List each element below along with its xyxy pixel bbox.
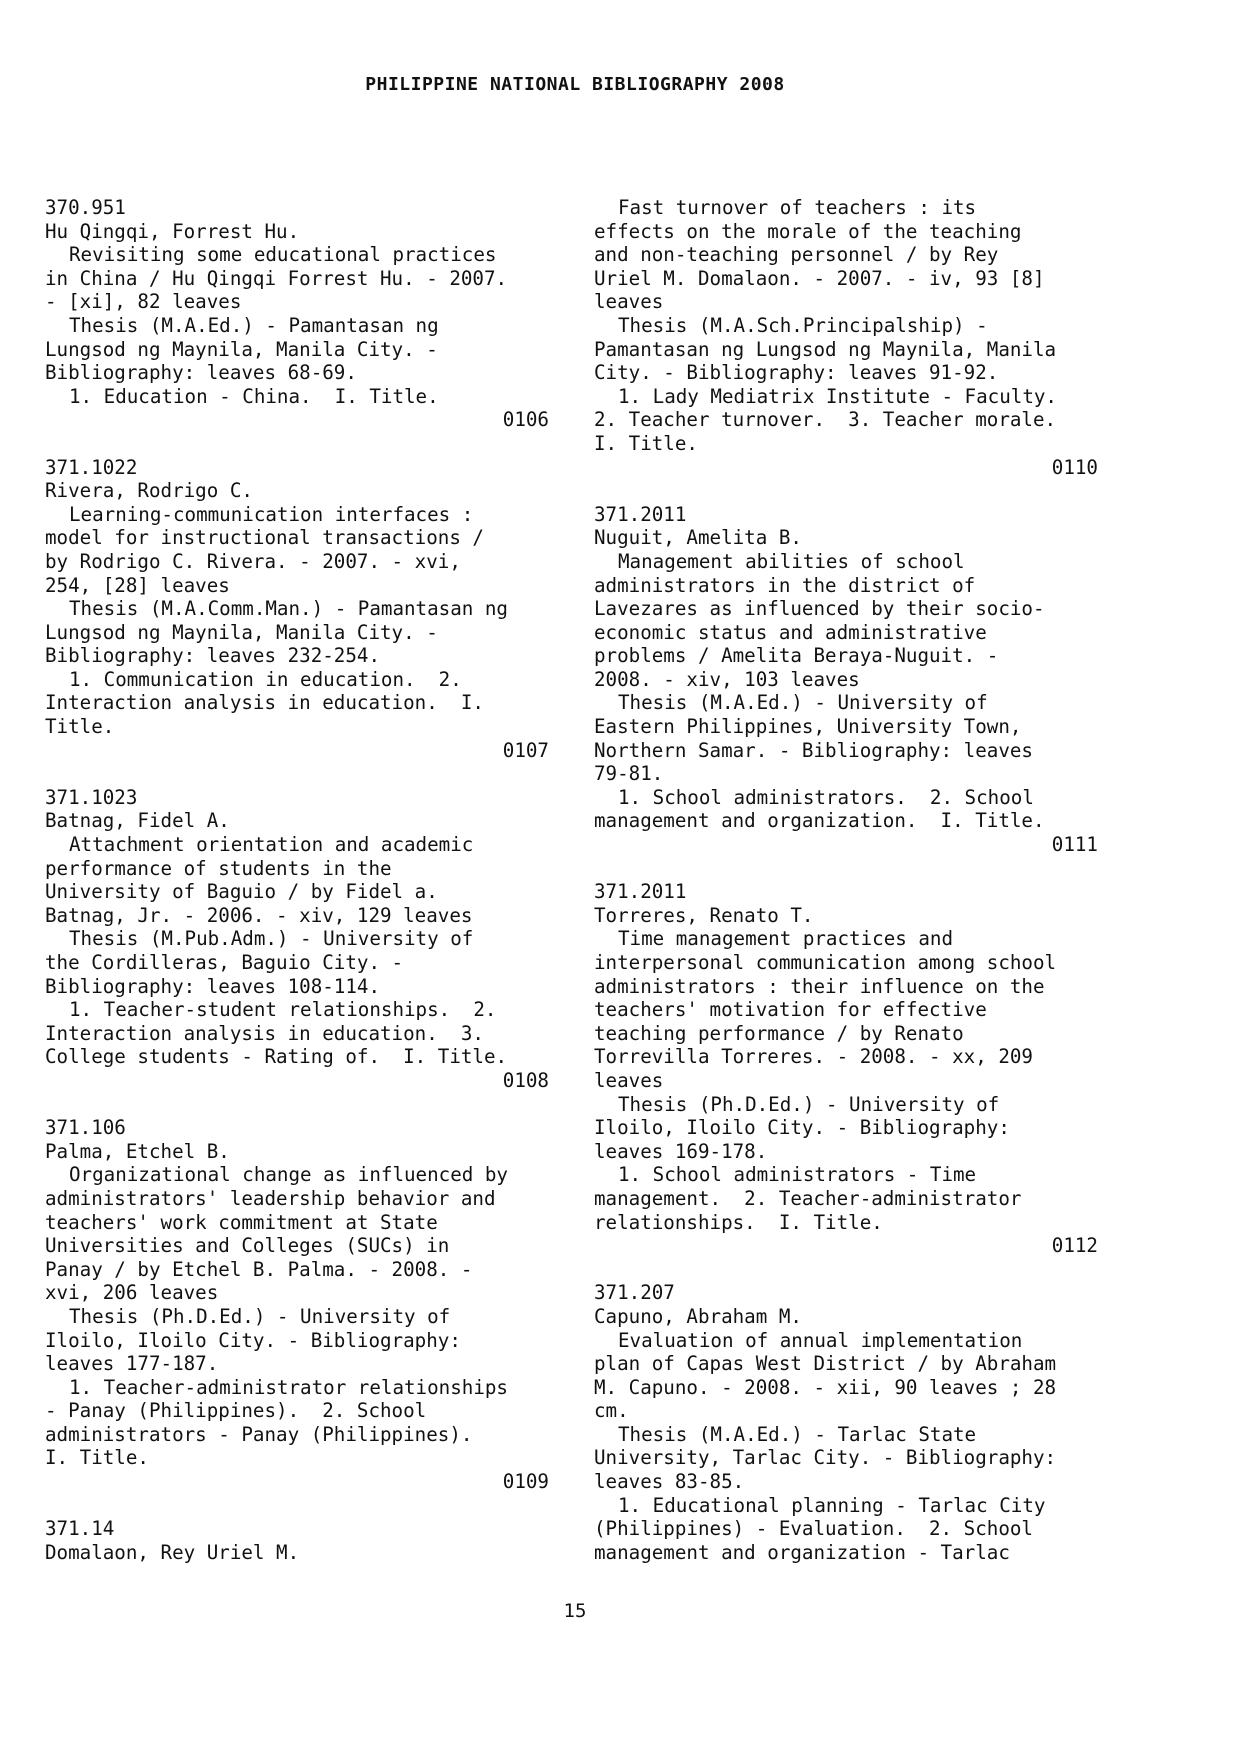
entry-line: 1. School administrators - Time: [618, 1163, 977, 1187]
entry-line: administrators - Panay (Philippines).: [45, 1422, 473, 1446]
entry-line: leaves 169-178.: [594, 1139, 768, 1163]
entry-line: 1. Communication in education. 2.: [69, 667, 462, 691]
entry-line: 1. Teacher-student relationships. 2.: [69, 998, 497, 1022]
entry-line: Bibliography: leaves 232-254.: [45, 644, 381, 668]
entry-line: 371.2011: [594, 880, 687, 904]
entry-number: 0108: [502, 1068, 549, 1092]
entry-line: Northern Samar. - Bibliography: leaves: [594, 738, 1033, 762]
entry-number: 0111: [1051, 833, 1098, 857]
entry-line: Management abilities of school: [618, 549, 965, 573]
page-number: 15: [563, 1600, 587, 1622]
entry-line: Lungsod ng Maynila, Manila City. -: [45, 620, 438, 644]
entry-line: plan of Capas West District / by Abraham: [594, 1352, 1057, 1376]
entry-line: effects on the morale of the teaching: [594, 219, 1022, 243]
entry-line: Thesis (Ph.D.Ed.) - University of: [618, 1092, 1000, 1116]
entry-line: University, Tarlac City. - Bibliography:: [594, 1446, 1057, 1470]
entry-line: Thesis (M.Pub.Adm.) - University of: [69, 927, 474, 951]
entry-line: (Philippines) - Evaluation. 2. School: [594, 1517, 1033, 1541]
entry-spacer: [45, 762, 555, 786]
entry-line: Thesis (M.A.Ed.) - Tarlac State: [618, 1422, 977, 1446]
entry-number: 0109: [502, 1470, 549, 1494]
bibliography-entry: [45, 456, 555, 763]
entry-line: I. Title.: [594, 431, 698, 455]
entry-line: Interaction analysis in education. I.: [45, 691, 484, 715]
bibliography-entry: [594, 1281, 1104, 1564]
entry-number: 0107: [502, 738, 549, 762]
entry-line: leaves: [594, 290, 664, 314]
entry-line: Thesis (M.A.Ed.) - University of: [618, 691, 988, 715]
entry-line: administrators' leadership behavior and: [45, 1186, 496, 1210]
entry-line: relationships. I. Title.: [594, 1210, 883, 1234]
entry-number: 0110: [1051, 455, 1098, 479]
entry-line: performance of students in the: [45, 856, 392, 880]
entry-line: Thesis (M.A.Ed.) - Pamantasan ng: [69, 313, 439, 337]
bibliography-entry: [45, 196, 555, 432]
page-title: PHILIPPINE NATIONAL BIBLIOGRAPHY 2008: [365, 74, 785, 95]
entry-line: teachers' motivation for effective: [594, 998, 987, 1022]
entry-line: administrators : their influence on the: [594, 974, 1045, 998]
bibliography-entry: [594, 880, 1104, 1258]
entry-line: Hu Qingqi, Forrest Hu.: [45, 219, 300, 243]
entry-line: Attachment orientation and academic: [69, 833, 474, 857]
entry-line: Torrevilla Torreres. - 2008. - xx, 209: [594, 1045, 1033, 1069]
entry-line: management and organization - Tarlac: [594, 1540, 1010, 1564]
entry-line: model for instructional transactions /: [45, 526, 484, 550]
entry-line: 1. Educational planning - Tarlac City: [618, 1493, 1046, 1517]
entry-line: leaves 83-85.: [594, 1470, 745, 1494]
entry-line: 2008. - xiv, 103 leaves: [594, 667, 860, 691]
entry-line: - [xi], 82 leaves: [45, 290, 242, 314]
entry-line: management and organization. I. Title.: [594, 809, 1045, 833]
entry-line: - Panay (Philippines). 2. School: [45, 1399, 427, 1423]
entry-spacer: [594, 857, 1104, 881]
bibliography-entry: [45, 1116, 555, 1494]
entry-line: 2. Teacher turnover. 3. Teacher morale.: [594, 408, 1057, 432]
entry-line: 371.207: [594, 1281, 675, 1305]
right-column: [594, 196, 1104, 1564]
entry-line: Panay / by Etchel B. Palma. - 2008. -: [45, 1257, 473, 1281]
entry-line: Learning-communication interfaces :: [69, 502, 474, 526]
entry-line: xvi, 206 leaves: [45, 1281, 219, 1305]
bibliography-entry: [45, 786, 555, 1093]
entry-line: leaves 177-187.: [45, 1352, 219, 1376]
entry-line: 1. Education - China. I. Title.: [69, 384, 439, 408]
entry-line: Bibliography: leaves 108-114.: [45, 974, 381, 998]
entry-number: 0106: [502, 408, 549, 432]
entry-line: Fast turnover of teachers : its: [618, 196, 977, 219]
entry-line: 254, [28] leaves: [45, 573, 230, 597]
entry-line: Evaluation of annual implementation: [618, 1328, 1023, 1352]
entry-line: management. 2. Teacher-administrator: [594, 1186, 1022, 1210]
entry-line: Torreres, Renato T.: [594, 903, 814, 927]
entry-line: Uriel M. Domalaon. - 2007. - iv, 93 [8]: [594, 266, 1045, 290]
entry-line: Bibliography: leaves 68-69.: [45, 361, 357, 385]
bibliography-entry: [594, 196, 1104, 479]
entry-line: Iloilo, Iloilo City. - Bibliography:: [594, 1116, 1010, 1140]
entry-line: by Rodrigo C. Rivera. - 2007. - xvi,: [45, 549, 461, 573]
entry-line: administrators in the district of: [594, 573, 976, 597]
entry-spacer: [45, 432, 555, 456]
entry-line: Iloilo, Iloilo City. - Bibliography:: [45, 1328, 461, 1352]
entry-spacer: [594, 479, 1104, 503]
entry-spacer: [45, 1093, 555, 1117]
entry-line: 1. Teacher-administrator relationships: [69, 1375, 508, 1399]
entry-line: Revisiting some educational practices: [69, 243, 497, 267]
entry-line: interpersonal communication among school: [594, 951, 1057, 974]
entry-line: the Cordilleras, Baguio City. -: [45, 951, 404, 974]
entry-line: Universities and Colleges (SUCs) in: [45, 1234, 450, 1258]
entry-line: Capuno, Abraham M.: [594, 1304, 802, 1328]
entry-line: Title.: [45, 715, 115, 739]
entry-line: Rivera, Rodrigo C.: [45, 479, 253, 503]
entry-line: 79-81.: [594, 762, 664, 786]
entry-line: I. Title.: [45, 1446, 149, 1470]
entry-line: 370.951: [45, 196, 126, 219]
left-column: [45, 196, 555, 1564]
entry-line: 371.1022: [45, 455, 138, 479]
entry-line: Thesis (Ph.D.Ed.) - University of: [69, 1304, 451, 1328]
entry-line: Domalaon, Rey Uriel M.: [45, 1540, 300, 1564]
entry-line: 371.1023: [45, 785, 138, 809]
entry-line: City. - Bibliography: leaves 91-92.: [594, 361, 999, 385]
bibliography-entry: [45, 1517, 555, 1564]
entry-line: Lungsod ng Maynila, Manila City. -: [45, 337, 438, 361]
entry-line: Lavezares as influenced by their socio-: [594, 597, 1045, 621]
entry-line: problems / Amelita Beraya-Nuguit. -: [594, 644, 999, 668]
entry-line: Thesis (M.A.Sch.Principalship) -: [618, 313, 988, 337]
entry-line: 1. School administrators. 2. School: [618, 785, 1034, 809]
entry-line: 371.14: [45, 1517, 115, 1541]
entry-line: Batnag, Fidel A.: [45, 809, 230, 833]
entry-line: Nuguit, Amelita B.: [594, 526, 802, 550]
entry-line: 371.2011: [594, 502, 687, 526]
entry-line: cm.: [594, 1399, 629, 1423]
entry-line: Batnag, Jr. - 2006. - xiv, 129 leaves: [45, 903, 473, 927]
entry-line: 1. Lady Mediatrix Institute - Faculty.: [618, 384, 1057, 408]
entry-number: 0112: [1051, 1234, 1098, 1258]
entry-line: and non-teaching personnel / by Rey: [594, 243, 999, 267]
entry-line: Organizational change as influenced by: [69, 1163, 508, 1187]
entry-line: leaves: [594, 1068, 664, 1092]
entry-spacer: [45, 1494, 555, 1518]
entry-line: Time management practices and: [618, 927, 954, 951]
entry-spacer: [594, 1258, 1104, 1282]
entry-line: Palma, Etchel B.: [45, 1139, 230, 1163]
entry-line: Thesis (M.A.Comm.Man.) - Pamantasan ng: [69, 597, 508, 621]
entry-line: University of Baguio / by Fidel a.: [45, 880, 438, 904]
entry-line: Pamantasan ng Lungsod ng Maynila, Manila: [594, 337, 1057, 361]
bibliography-entry: [594, 503, 1104, 857]
entry-line: M. Capuno. - 2008. - xii, 90 leaves ; 28: [594, 1375, 1057, 1399]
entry-line: 371.106: [45, 1116, 126, 1140]
entry-line: Interaction analysis in education. 3.: [45, 1021, 484, 1045]
entry-line: College students - Rating of. I. Title.: [45, 1045, 508, 1069]
entry-line: teachers' work commitment at State: [45, 1210, 438, 1234]
entry-line: Eastern Philippines, University Town,: [594, 715, 1022, 739]
entry-line: in China / Hu Qingqi Forrest Hu. - 2007.: [45, 266, 508, 290]
entry-line: economic status and administrative: [594, 620, 987, 644]
entry-line: teaching performance / by Renato: [594, 1021, 964, 1045]
